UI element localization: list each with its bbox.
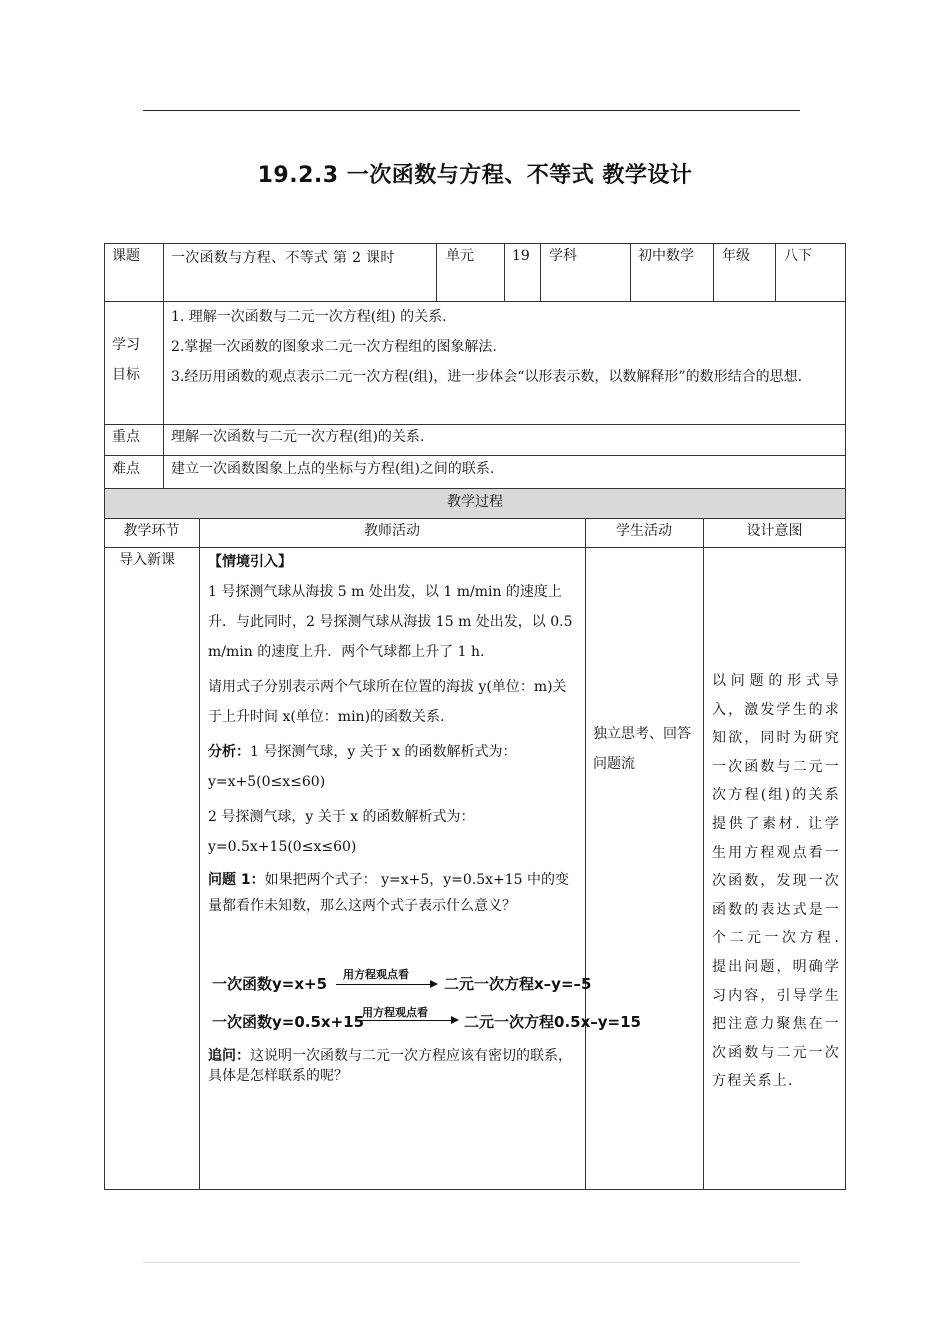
grade-value: 八下 [784, 248, 812, 264]
col-divider [630, 243, 631, 301]
col-divider [703, 518, 704, 1190]
student-activity: 独立思考、回答问题流 [593, 726, 691, 772]
col-divider [163, 243, 164, 488]
objective-item: 2.掌握一次函数的图象求二元一次方程组的图象解法. [171, 339, 497, 355]
unit-label: 单元 [446, 248, 474, 264]
objective-item: 1. 理解一次函数与二元一次方程(组) 的关系. [171, 309, 447, 325]
row-divider [104, 424, 846, 425]
equation-2-right: 二元一次方程0.5x–y=15 [464, 1013, 641, 1031]
row-divider [104, 455, 846, 456]
objectives-list [171, 302, 836, 392]
analysis-2: 2 号探测气球，y 关于 x 的函数解析式为：y=0.5x+15(0≤x≤60) [208, 809, 475, 855]
equation-2-arrow [355, 1020, 457, 1021]
subject-label: 学科 [549, 248, 577, 264]
task-text: 请用式子分别表示两个气球所在位置的海拔 y(单位：m)关于上升时间 x(单位：min)的函数关系. [208, 679, 567, 725]
difficulty-value: 建立一次函数图象上点的坐标与方程(组)之间的联系. [171, 461, 495, 477]
equation-1-right: 二元一次方程x–y=–5 [444, 975, 592, 993]
col-divider [540, 243, 541, 301]
col-divider [775, 243, 776, 301]
follow-up-label: 追问： [208, 1048, 250, 1064]
design-intent: 以问题的形式导入，激发学生的求知欲，同时为研究一次函数与二元一次方程(组)的关系提供了素材. 让学生用方程观点看一次函数，发现一次函数的表达式是一个二元一次方程. 提出问题，明确学习内容，引导学生把注意力聚焦在一次函数与二元一次方程关系上. [712, 673, 840, 1090]
question-1 [208, 867, 578, 919]
col-divider [199, 518, 200, 1190]
col-divider [504, 243, 505, 301]
question-1-label: 问题 1： [208, 872, 265, 888]
equation-2-arrow-label: 用方程观点看 [362, 1006, 428, 1019]
follow-up-text: 这说明一次函数与二元一次方程应该有密切的联系，具体是怎样联系的呢？ [208, 1048, 572, 1084]
equation-1-arrow-label: 用方程观点看 [343, 968, 409, 981]
equation-2-left: 一次函数y=0.5x+15 [212, 1013, 365, 1031]
process-banner: 教学过程 [447, 494, 503, 510]
col-header-teacher: 教师活动 [364, 523, 420, 539]
section-heading: 【情境引入】 [208, 554, 292, 570]
question-1-text: 如果把两个式子： y=x+5，y=0.5x+15 中的变量都看作未知数，那么这两个式子表示什么意义？ [208, 872, 570, 914]
follow-up-question [208, 1046, 578, 1086]
analysis-label: 分析： [208, 744, 250, 760]
objective-item: 3.经历用函数的观点表示二元一次方程(组)，进一步体会“以形表示数，以数解释形”的数形结合的思想. [171, 369, 803, 385]
topic-label: 课题 [112, 248, 140, 264]
difficulty-label: 难点 [112, 461, 140, 477]
page-title: 19.2.3 一次函数与方程、不等式 教学设计 [257, 163, 693, 188]
equation-1-arrow [336, 984, 436, 985]
footer-rule [143, 1262, 800, 1263]
row-divider [104, 488, 846, 489]
row-divider [104, 518, 846, 519]
objectives-label: 学习目标 [112, 337, 140, 383]
key-point-label: 重点 [112, 429, 140, 445]
col-divider [585, 518, 586, 1190]
equation-1-left: 一次函数y=x+5 [212, 975, 328, 993]
unit-value: 19 [512, 248, 530, 264]
col-header-student: 学生活动 [616, 523, 672, 539]
header-rule [143, 110, 800, 111]
col-header-stage: 教学环节 [123, 523, 180, 539]
col-header-intent: 设计意图 [746, 523, 803, 539]
col-divider [436, 243, 437, 301]
analysis-1 [208, 737, 578, 797]
stage-name: 导入新课 [119, 552, 175, 568]
grade-label: 年级 [722, 248, 750, 264]
col-divider [713, 243, 714, 301]
subject-value: 初中数学 [638, 248, 694, 264]
teacher-activity [208, 547, 578, 924]
topic-value: 一次函数与方程、不等式 第 2 课时 [171, 250, 395, 266]
scenario-text: 1 号探测气球从海拔 5 m 处出发，以 1 m/min 的速度上升．与此同时，2 号探测气球从海拔 15 m 处出发，以 0.5 m/min 的速度上升．两个气球都上升了 1 h. [208, 584, 573, 660]
analysis-1-text: 1 号探测气球，y 关于 x 的函数解析式为：y=x+5(0≤x≤60) [208, 744, 517, 790]
key-point-value: 理解一次函数与二元一次方程(组)的关系. [171, 429, 425, 445]
